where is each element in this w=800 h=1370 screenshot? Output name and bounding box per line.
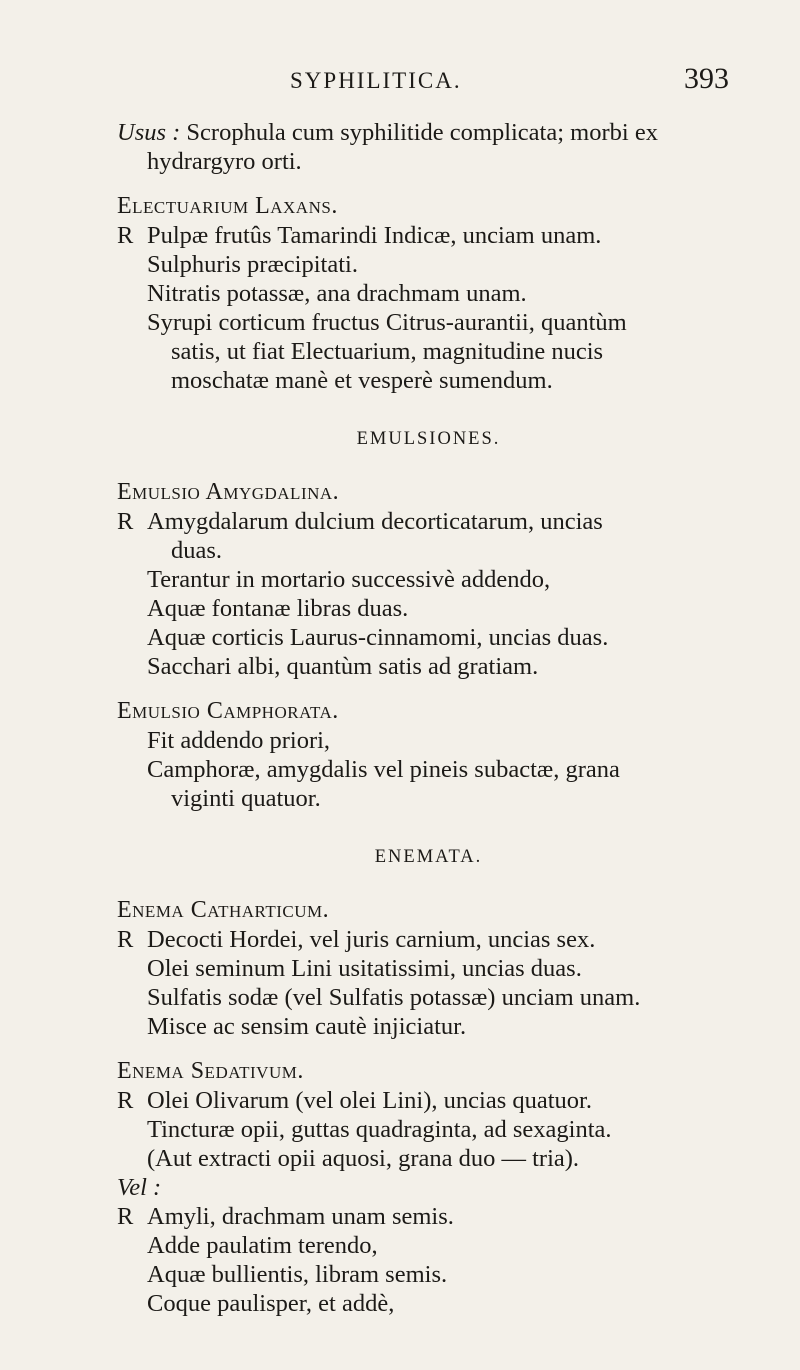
recipe-emulsio-amygdalina bbox=[117, 478, 757, 681]
recipe-line: Amyli, drachmam unam semis. bbox=[147, 1203, 454, 1230]
page-header bbox=[0, 62, 800, 102]
recipe-line: satis, ut fiat Electuarium, magnitudine nucis bbox=[171, 338, 604, 365]
recipe-symbol: R bbox=[117, 508, 134, 535]
page-body bbox=[117, 118, 757, 1334]
section-heading: EMULSIONES. bbox=[356, 429, 501, 449]
running-title: SYPHILITICA. bbox=[290, 68, 462, 93]
section-heading: ENEMATA. bbox=[374, 847, 483, 867]
vel-label: Vel : bbox=[117, 1174, 162, 1201]
recipe-enema-catharticum bbox=[117, 896, 757, 1041]
recipe-emulsio-camphorata bbox=[117, 697, 757, 813]
usus-line: hydrargyro orti. bbox=[147, 148, 302, 175]
usus-line: Scrophula cum syphilitide complicata; morbi ex bbox=[186, 119, 658, 146]
recipe-symbol: R bbox=[117, 222, 134, 249]
recipe-line: Nitratis potassæ, ana drachmam unam. bbox=[147, 280, 527, 307]
recipe-line: Sacchari albi, quantùm satis ad gratiam. bbox=[147, 653, 539, 680]
recipe-line: (Aut extracti opii aquosi, grana duo — tria). bbox=[147, 1145, 580, 1172]
recipe-line: Amygdalarum dulcium decorticatarum, uncias bbox=[147, 508, 603, 535]
recipe-enema-sedativum bbox=[117, 1057, 757, 1318]
recipe-symbol: R bbox=[117, 1203, 134, 1230]
recipe-line: Tincturæ opii, guttas quadraginta, ad sexaginta. bbox=[147, 1116, 612, 1143]
recipe-line: Coque paulisper, et addè, bbox=[147, 1290, 395, 1317]
recipe-symbol: R bbox=[117, 1087, 134, 1114]
recipe-line: Sulfatis sodæ (vel Sulfatis potassæ) unciam unam. bbox=[147, 984, 641, 1011]
recipe-title: Enema Sedativum. bbox=[117, 1058, 304, 1084]
recipe-line: Pulpæ frutûs Tamarindi Indicæ, unciam unam. bbox=[147, 222, 602, 249]
recipe-line: Olei seminum Lini usitatissimi, uncias duas. bbox=[147, 955, 582, 982]
page-number: 393 bbox=[684, 62, 729, 95]
recipe-title: Emulsio Amygdalina. bbox=[117, 479, 340, 505]
recipe-line: Aquæ fontanæ libras duas. bbox=[147, 595, 409, 622]
recipe-line: Aquæ corticis Laurus-cinnamomi, uncias duas. bbox=[147, 624, 609, 651]
recipe-symbol: R bbox=[117, 926, 134, 953]
recipe-line: Decocti Hordei, vel juris carnium, uncias sex. bbox=[147, 926, 596, 953]
recipe-title: Electuarium Laxans. bbox=[117, 193, 338, 219]
recipe-line: Misce ac sensim cautè injiciatur. bbox=[147, 1013, 467, 1040]
recipe-line: viginti quatuor. bbox=[171, 785, 321, 812]
recipe-line: Aquæ bullientis, libram semis. bbox=[147, 1261, 448, 1288]
usus-paragraph bbox=[117, 118, 757, 176]
recipe-line: moschatæ manè et vesperè sumendum. bbox=[171, 367, 553, 394]
recipe-line: Adde paulatim terendo, bbox=[147, 1232, 378, 1259]
recipe-title: Enema Catharticum. bbox=[117, 897, 330, 923]
recipe-line: Terantur in mortario successivè addendo, bbox=[147, 566, 551, 593]
recipe-line: Camphoræ, amygdalis vel pineis subactæ, grana bbox=[147, 756, 620, 783]
usus-label: Usus : bbox=[117, 119, 181, 146]
recipe-line: Sulphuris præcipitati. bbox=[147, 251, 358, 278]
recipe-line: Syrupi corticum fructus Citrus-aurantii, quantùm bbox=[147, 309, 627, 336]
recipe-line: Fit addendo priori, bbox=[147, 727, 331, 754]
recipe-electuarium-laxans bbox=[117, 192, 757, 395]
recipe-line: Olei Olivarum (vel olei Lini), uncias quatuor. bbox=[147, 1087, 592, 1114]
recipe-line: duas. bbox=[171, 537, 223, 564]
recipe-title: Emulsio Camphorata. bbox=[117, 698, 339, 724]
